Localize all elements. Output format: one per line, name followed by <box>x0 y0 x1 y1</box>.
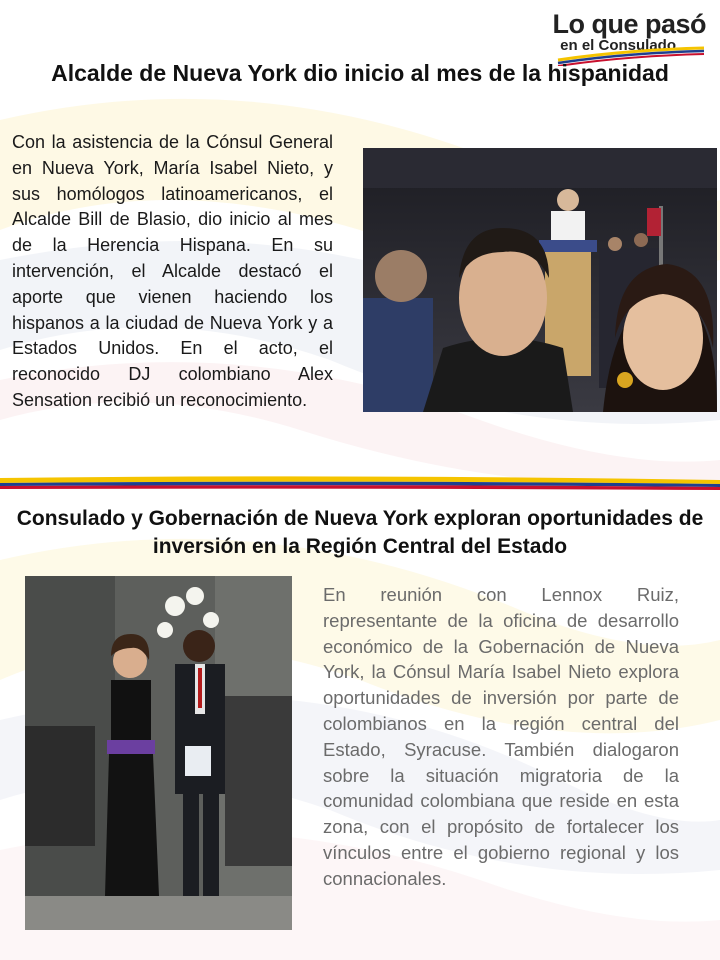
flag-divider <box>0 476 720 490</box>
brand-subtitle: en el Consulado <box>560 37 676 54</box>
article2-body: En reunión con Lennox Ruiz, representante de la oficina de desarrollo económico de la Gobernación de Nueva York, la Cónsul María Isabel Nieto explora oportunidades de inversión por parte de colombianos en la región central del Estado, Syracuse. También dialogaron sobre la situación migratoria de la comunidad colombiana que reside en esta zona, con el propósito de fortalecer los vínculos entre el gobierno regional y los connacionales. <box>323 584 679 889</box>
article2-photo <box>25 576 292 930</box>
article1-body: Con la asistencia de la Cónsul General en Nueva York, María Isabel Nieto, y sus homólogos latinoamericanos, el Alcalde Bill de Blasio, dio inicio al mes de la Herencia Hispana. En su intervención, el Alcalde destacó el aporte que vienen haciendo los hispanos a la ciudad de Nueva York y a Estados Unidos. En el acto, el reconocido DJ colombiano Alex Sensation recibió un reconocimiento. <box>12 132 333 410</box>
article1-title: Alcalde de Nueva York dio inicio al mes de la hispanidad <box>51 60 669 86</box>
brand-title: Lo que pasó <box>552 9 706 39</box>
brand-logo <box>552 10 706 54</box>
article2-title: Consulado y Gobernación de Nueva York exploran oportunidades de inversión en la Región Central del Estado <box>16 507 704 558</box>
article1-photo <box>363 148 717 412</box>
